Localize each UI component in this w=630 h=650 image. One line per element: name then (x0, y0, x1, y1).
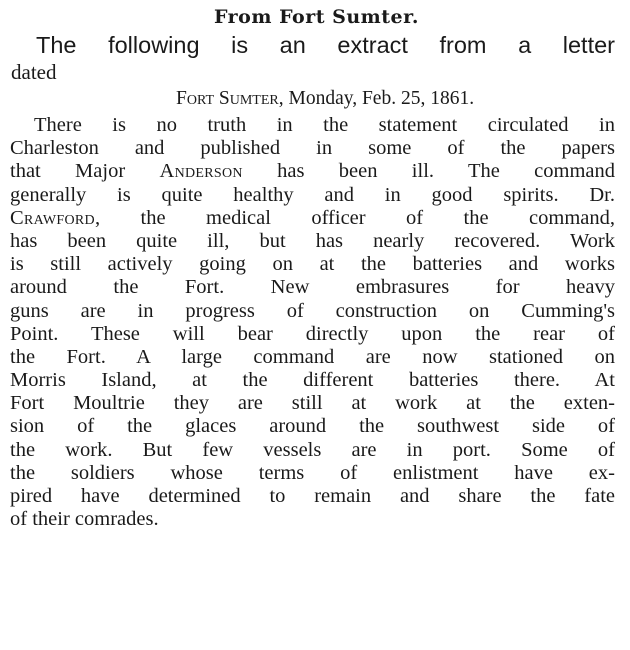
body-line: has been quite ill, but has nearly recovered. Work (10, 229, 615, 252)
body-line: around the Fort. New embrasures for heavy (10, 276, 615, 299)
person-name: Crawford (10, 206, 95, 229)
person-name: Anderson (159, 160, 243, 183)
intro-line: dated (11, 60, 57, 84)
dateline-place: Fort Sumter (176, 88, 279, 109)
body-line: Charleston and published in some of the papers (10, 137, 615, 160)
intro-line: The following is an extract from a letter (36, 32, 615, 58)
article-headline: From Fort Sumter. (214, 6, 419, 28)
body-line: generally is quite healthy and in good spirits. Dr. (10, 183, 615, 206)
body-line: is still actively going on at the batteries and works (10, 253, 615, 276)
newspaper-article (10, 4, 615, 531)
body-line: Fort Moultrie they are still at work at the exten- (10, 392, 615, 415)
body-line: the work. But few vessels are in port. Some of (10, 438, 615, 461)
body-line: pired have determined to remain and share the fate (10, 485, 615, 507)
body-line: that Major Anderson has been ill. The command (10, 160, 615, 183)
body-line: Morris Island, at the different batteries there. At (10, 369, 615, 392)
body-line: Crawford, the medical officer of the command, (10, 206, 615, 229)
body-line: the Fort. A large command are now stationed on (10, 345, 615, 368)
letter-dateline (10, 86, 615, 114)
body-line: sion of the glaces around the southwest side of (10, 415, 615, 438)
body-line: Point. These will bear directly upon the rear of (10, 322, 615, 345)
dateline-date: , Monday, Feb. 25, 1861. (278, 88, 475, 109)
body-line: of their comrades. (10, 508, 159, 531)
article-body (10, 114, 615, 531)
body-line: the soldiers whose terms of enlistment have ex- (10, 461, 615, 484)
body-line: There is no truth in the statement circulated in (34, 114, 615, 136)
body-line: guns are in progress of construction on Cumming's (10, 299, 615, 322)
